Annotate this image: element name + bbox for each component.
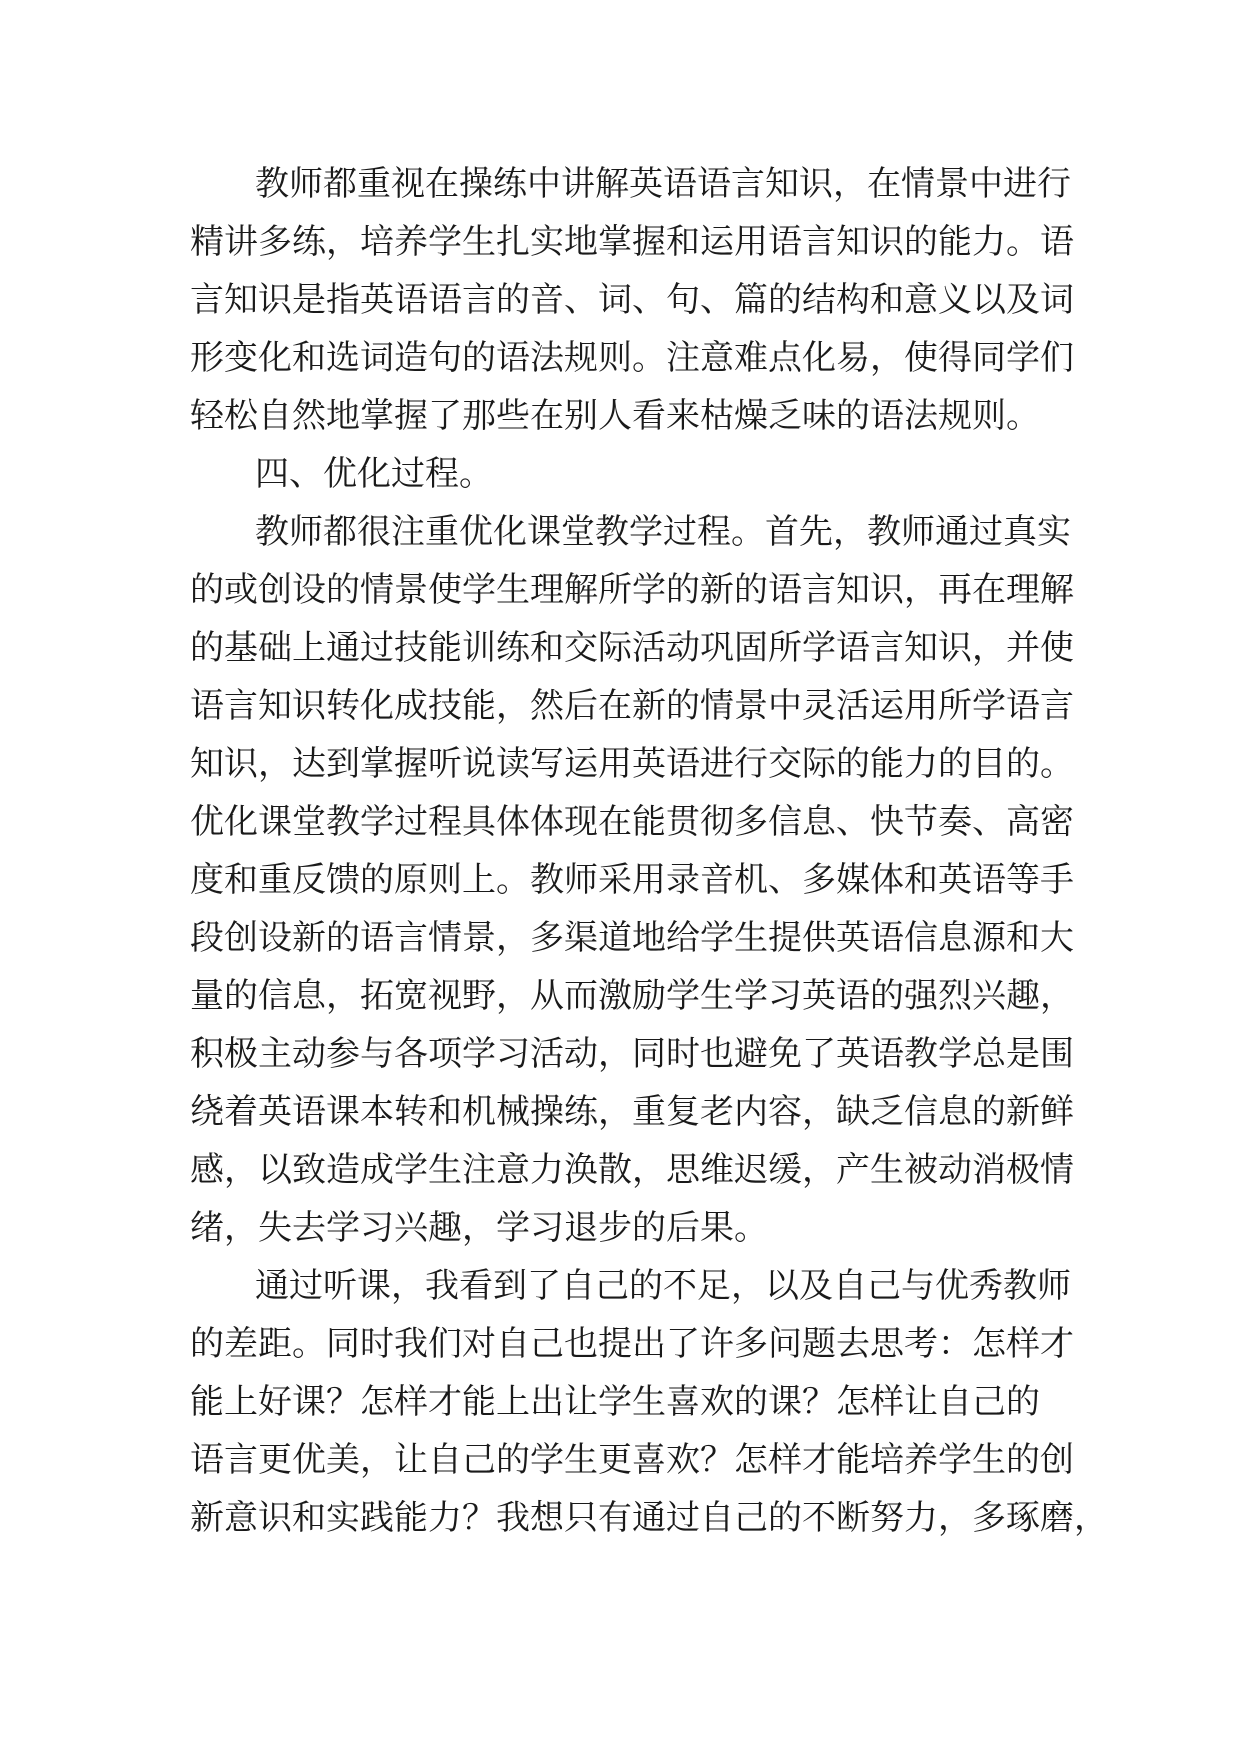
text-line: 通过听课，我看到了自己的不足，以及自己与优秀教师 bbox=[255, 1266, 1071, 1306]
text-line: 绕着英语课本转和机械操练，重复老内容，缺乏信息的新鲜 bbox=[190, 1092, 1074, 1132]
text-line: 的差距。同时我们对自己也提出了许多问题去思考：怎样才 bbox=[190, 1324, 1074, 1364]
text-line: 的或创设的情景使学生理解所学的新的语言知识，再在理解 bbox=[190, 570, 1074, 610]
text-line: 言知识是指英语语言的音、词、句、篇的结构和意义以及词 bbox=[190, 280, 1074, 320]
text-line: 的基础上通过技能训练和交际活动巩固所学语言知识，并使 bbox=[190, 628, 1074, 668]
section-heading: 四、优化过程。 bbox=[255, 454, 493, 494]
text-line: 度和重反馈的原则上。教师采用录音机、多媒体和英语等手 bbox=[190, 860, 1074, 900]
text-line: 教师都重视在操练中讲解英语语言知识，在情景中进行 bbox=[255, 164, 1071, 204]
text-line: 优化课堂教学过程具体体现在能贯彻多信息、快节奏、高密 bbox=[190, 802, 1074, 842]
text-line: 形变化和选词造句的语法规则。注意难点化易，使得同学们 bbox=[190, 338, 1074, 378]
text-line: 轻松自然地掌握了那些在别人看来枯燥乏味的语法规则。 bbox=[190, 396, 1040, 436]
text-line: 量的信息，拓宽视野，从而激励学生学习英语的强烈兴趣， bbox=[190, 976, 1074, 1016]
text-line: 绪，失去学习兴趣，学习退步的后果。 bbox=[190, 1208, 768, 1248]
text-line: 新意识和实践能力？我想只有通过自己的不断努力，多琢磨， bbox=[190, 1498, 1108, 1538]
text-line: 积极主动参与各项学习活动，同时也避免了英语教学总是围 bbox=[190, 1034, 1074, 1074]
text-line: 教师都很注重优化课堂教学过程。首先，教师通过真实 bbox=[255, 512, 1071, 552]
text-line: 语言知识转化成技能，然后在新的情景中灵活运用所学语言 bbox=[190, 686, 1074, 726]
text-line: 能上好课？怎样才能上出让学生喜欢的课？怎样让自己的 bbox=[190, 1382, 1040, 1422]
text-line: 精讲多练，培养学生扎实地掌握和运用语言知识的能力。语 bbox=[190, 222, 1074, 262]
text-line: 语言更优美，让自己的学生更喜欢？怎样才能培养学生的创 bbox=[190, 1440, 1074, 1480]
text-line: 段创设新的语言情景，多渠道地给学生提供英语信息源和大 bbox=[190, 918, 1074, 958]
text-line: 知识，达到掌握听说读写运用英语进行交际的能力的目的。 bbox=[190, 744, 1074, 784]
text-line: 感，以致造成学生注意力涣散，思维迟缓，产生被动消极情 bbox=[190, 1150, 1074, 1190]
